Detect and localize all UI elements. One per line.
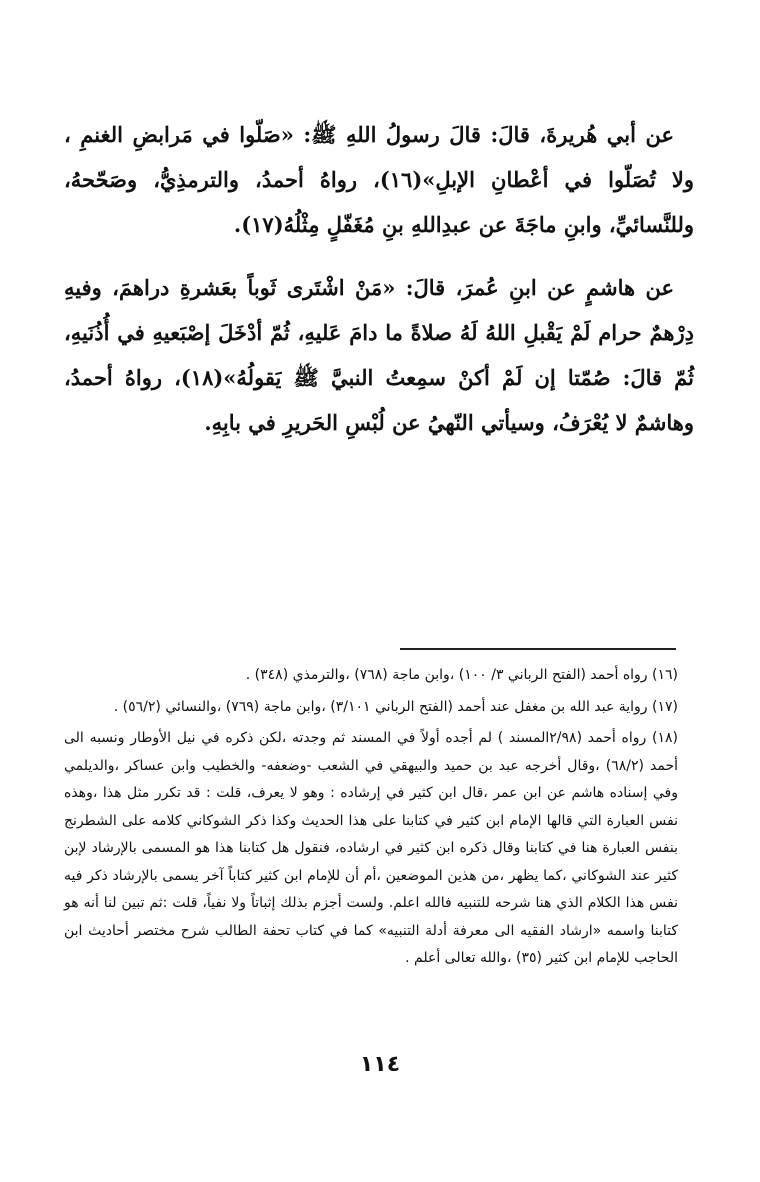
- page-number: ١١٤: [359, 1052, 401, 1077]
- footnote-divider: [400, 648, 676, 650]
- main-text: [64, 112, 694, 445]
- footnote-16: (١٦) رواه أحمد (الفتح الرباني ٣/ ١٠٠) ،وابن ماجة (٧٦٨) ،والترمذي (٣٤٨) .: [245, 667, 678, 683]
- hadith-paragraph-hashim: عن هاشمٍ عن ابنِ عُمرَ، قالَ: «مَنْ اشْتَرى ثَوباً بعَشرةِ دراهمَ، وفيهِ دِرْهمٌ حرام لَمْ يَقْبلِ اللهُ لَهُ صلاةً ما دامَ عَليهِ، ثُمّ أدْخَلَ إصْبَعيهِ في أُذُنَيهِ، ثُمّ قالَ: صُمّتا إن لَمْ أكنْ سمِعتُ النبيَّ ﷺ يَقولُهُ»(١٨)، رواهُ أحمدُ، وهاشمٌ لا يُعْرَفُ، وسيأتي النّهيُ عن لُبْسِ الحَريرِ في بابِهِ.: [64, 275, 694, 435]
- footnotes: [64, 662, 678, 973]
- footnote-17: (١٧) رواية عبد الله بن مغفل عند أحمد (الفتح الرباني ٣/١٠١) ،وابن ماجة (٧٦٩) ،والنسائي (٥٦/٢) .: [113, 698, 678, 715]
- hadith-paragraph-abu-hurayra: عن أبي هُريرةَ، قالَ: قالَ رسولُ اللهِ ﷺ: «صَلّوا في مَرابضِ الغنمِ ، ولا تُصَلّوا في أعْطانِ الإبلِ»(١٦)، رواهُ أحمدُ، والترمذِيُّ، وصَحّحهُ، وللنَّسائيِّ، وابنِ ماجَةَ عن عبدِاللهِ بنِ مُغَفّلٍ مِثْلُهُ(١٧).: [64, 122, 694, 237]
- footnote-18: (١٨) رواه أحمد (٢/٩٨المسند ) لم أجده أولاً في المسند ثم وجدته ،لكن ذكره في نيل الأوطار ونسبه الى أحمد (٦٨/٢) ،وقال أخرجه عبد بن حميد والبيهقي في الشعب -وضعفه- والخطيب وابن عساكر ،والديلمي وفي إسناده هاشم عن ابن عمر ،قال ابن كثير في إرشاده : وهو لا يعرف، قلت : قد تكرر مثل هذا ،وهذه نفس العبارة التي قالها الإمام ابن كثير في كتابنا على هذا الحديث وكذا ذكر الشوكاني كلامه على الشطرنج بنفس العبارة هنا في كتابنا وقال ذكره ابن كثير في ارشاده، فنقول هل كتابنا هذا هو المسمى بالإرشاد لإبن كثير عند الشوكاني ،كما يظهر ،من هذين الموضعين ،أم أن للإمام ابن كثير كتاباً آخر يسمى بالإرشاد ذكر فيه نفس هذا الكلام الذي هنا شرحه للتنبيه فالله اعلم. ولست أجزم بذلك إثباتاً ولا نفياً، قلت :ثم تبين لنا أنه هو كتابنا واسمه «ارشاد الفقيه الى معرفة أدلة التنبيه» كما في كتاب تحفة الطالب شرح مختصر أحاديث ابن الحاجب للإمام ابن كثير (٣٥) ،والله تعالى أعلم .: [64, 730, 679, 966]
